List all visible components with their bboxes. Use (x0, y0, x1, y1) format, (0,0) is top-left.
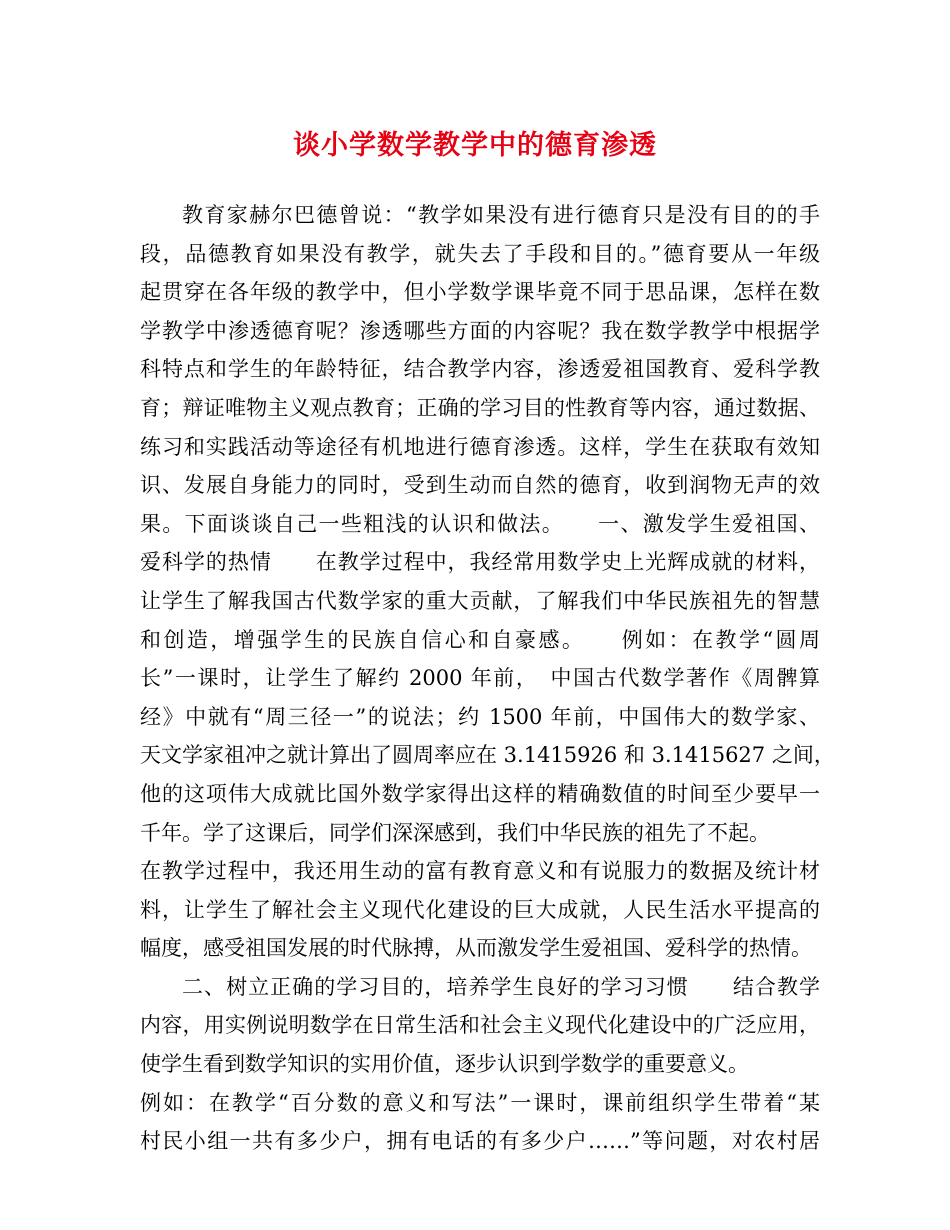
text-line: 让学生了解我国古代数学家的重大贡献，了解我们中华民族祖先的智慧 (140, 588, 820, 613)
text-line: 天文学家祖冲之就计算出了圆周率应在 3.1415926 和 3.1415627 之间， (140, 743, 835, 768)
text-line: 和创造，增强学生的民族自信心和自豪感。 例如：在教学“圆周 (140, 627, 820, 652)
text-line: 识、发展自身能力的同时，受到生动而自然的德育，收到润物无声的效 (140, 473, 820, 498)
text-line: 教育家赫尔巴德曾说：“教学如果没有进行德育只是没有目的的手 (182, 203, 820, 227)
text-line: 果。下面谈谈自己一些粗浅的认识和做法。 一、激发学生爱祖国、 (140, 511, 820, 536)
text-line: 爱科学的热情 在教学过程中，我经常用数学史上光辉成就的材料， (140, 550, 820, 575)
text-line: 例如：在教学“百分数的意义和写法”一课时，课前组织学生带着“某 (140, 1090, 820, 1115)
text-line: 在教学过程中，我还用生动的富有教育意义和有说服力的数据及统计材 (140, 859, 820, 884)
text-line: 经》中就有“周三径一”的说法；约 1500 年前，中国伟大的数学家、 (140, 704, 820, 729)
text-line: 他的这项伟大成就比国外数学家得出这样的精确数值的时间至少要早一 (140, 781, 820, 806)
text-line: 使学生看到数学知识的实用价值，逐步认识到学数学的重要意义。 (140, 1052, 749, 1077)
text-line: 二、树立正确的学习目的，培养学生良好的学习习惯 结合教学 (182, 974, 820, 999)
text-line: 学教学中渗透德育呢？渗透哪些方面的内容呢？我在数学教学中根据学 (140, 318, 820, 343)
document-body (140, 196, 835, 1161)
text-line: 村民小组一共有多少户，拥有电话的有多少户……”等问题，对农村居 (140, 1129, 820, 1154)
text-line: 料，让学生了解社会主义现代化建设的巨大成就，人民生活水平提高的 (140, 897, 820, 922)
text-line: 段，品德教育如果没有教学，就失去了手段和目的。”德育要从一年级 (140, 241, 820, 266)
text-line: 幅度，感受祖国发展的时代脉搏，从而激发学生爱祖国、爱科学的热情。 (140, 936, 812, 961)
text-line: 育；辩证唯物主义观点教育；正确的学习目的性教育等内容，通过数据、 (140, 395, 820, 420)
text-line: 起贯穿在各年级的教学中，但小学数学课毕竟不同于思品课，怎样在数 (140, 280, 820, 305)
text-line: 科特点和学生的年龄特征，结合教学内容，渗透爱祖国教育、爱科学教 (140, 357, 820, 382)
document-title: 谈小学数学教学中的德育渗透 (293, 130, 657, 161)
text-line: 千年。学了这课后，同学们深深感到，我们中华民族的祖先了不起。 (140, 820, 770, 845)
text-line: 内容，用实例说明数学在日常生活和社会主义现代化建设中的广泛应用， (140, 1013, 820, 1038)
text-line: 练习和实践活动等途径有机地进行德育渗透。这样，学生在获取有效知 (140, 434, 820, 459)
text-line: 长”一课时，让学生了解约 2000 年前， 中国古代数学著作《周髀算 (140, 666, 820, 691)
